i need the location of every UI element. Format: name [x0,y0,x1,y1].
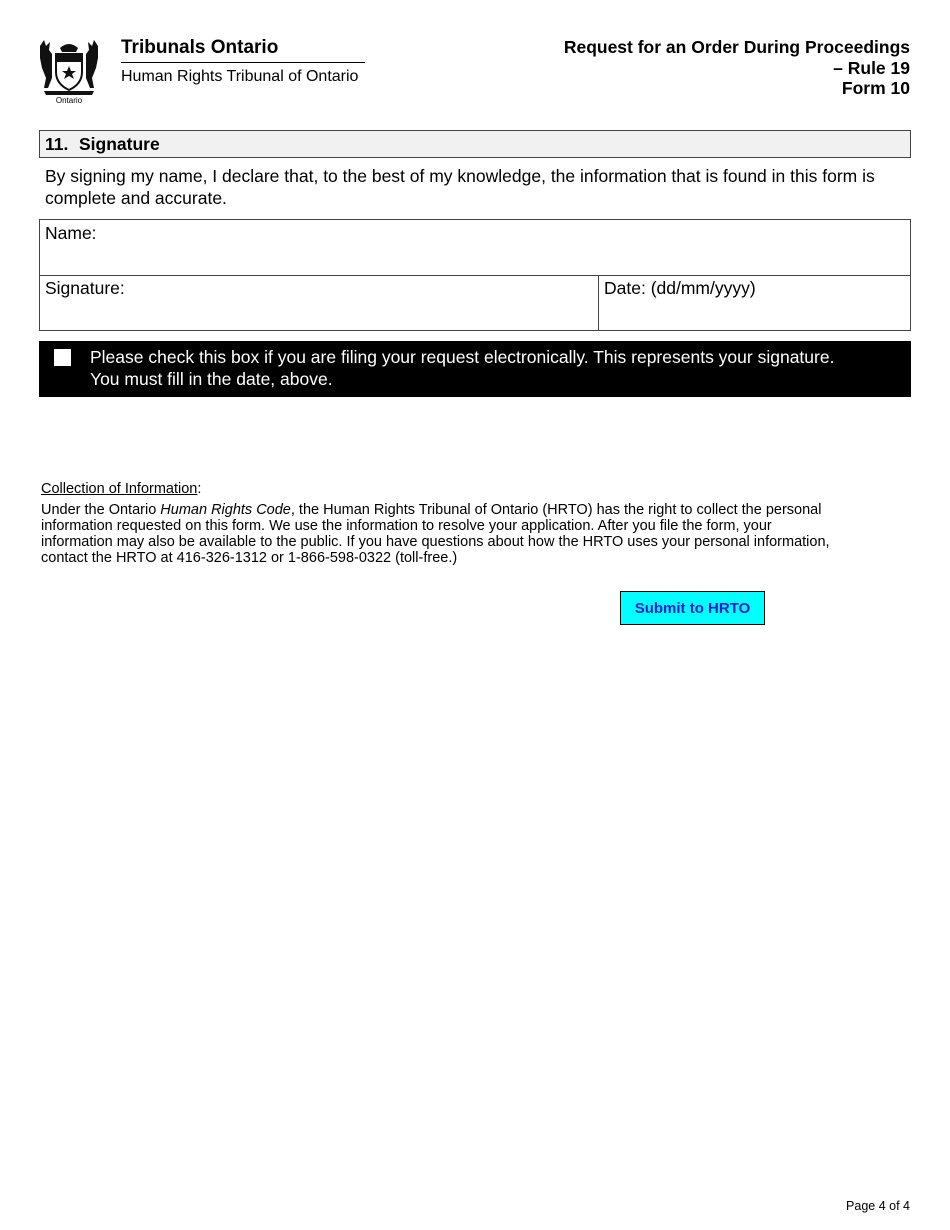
coat-of-arms-icon [36,38,102,104]
form-title-line: Request for an Order During Proceedings [563,37,910,57]
declaration-text: By signing my name, I declare that, to the best of my knowledge, the information that is found in this form is complete and accurate. [45,166,875,208]
page-number: Page 4 of 4 [846,1199,910,1213]
collection-body-line [41,502,911,518]
table-row-divider [40,275,910,276]
section-number: 11. [45,134,69,154]
electronic-filing-bar [39,341,911,397]
signature-field[interactable]: Signature: [45,278,125,298]
logo-caption: Ontario [55,96,83,104]
date-field[interactable]: Date: (dd/mm/yyyy) [604,278,756,298]
ontario-coat-of-arms-logo [36,38,102,104]
collection-body-line: information may also be available to the public. If you have questions about how the HRTO uses your personal information, [41,534,830,550]
form-rule-line: – Rule 19 [833,57,910,78]
header-divider [121,62,365,63]
electronic-filing-text-line: Please check this box if you are filing your request electronically. This represents your signature. [90,347,835,367]
section-title: Signature [79,134,160,154]
collection-body-prefix: Under the Ontario [41,502,161,518]
collection-body-line: contact the HRTO at 416-326-1312 or 1-866-598-0322 (toll-free.) [41,550,458,566]
form-number-line: Form 10 [841,78,910,98]
collection-heading [41,481,201,497]
submit-to-hrto-button[interactable]: Submit to HRTO [620,591,765,625]
collection-heading-colon: : [197,481,202,497]
section-header [39,130,911,158]
collection-body-line: information requested on this form. We use the information to resolve your application. After you file the form, your [41,518,772,534]
signature-table [39,219,911,331]
human-rights-code-title: Human Rights Code [160,502,291,518]
collection-body [41,502,911,566]
table-column-divider [598,275,599,331]
collection-body-line1-rest: , the Human Rights Tribunal of Ontario (HRTO) has the right to collect the personal [290,502,822,518]
electronic-filing-text [90,346,905,390]
electronic-filing-checkbox[interactable] [54,349,71,366]
form-title [564,37,910,99]
org-subname: Human Rights Tribunal of Ontario [121,68,359,85]
name-field[interactable]: Name: [45,223,97,243]
collection-heading-text: Collection of Information [41,481,198,497]
org-name: Tribunals Ontario [121,37,279,58]
electronic-filing-text-line: You must fill in the date, above. [90,369,333,389]
